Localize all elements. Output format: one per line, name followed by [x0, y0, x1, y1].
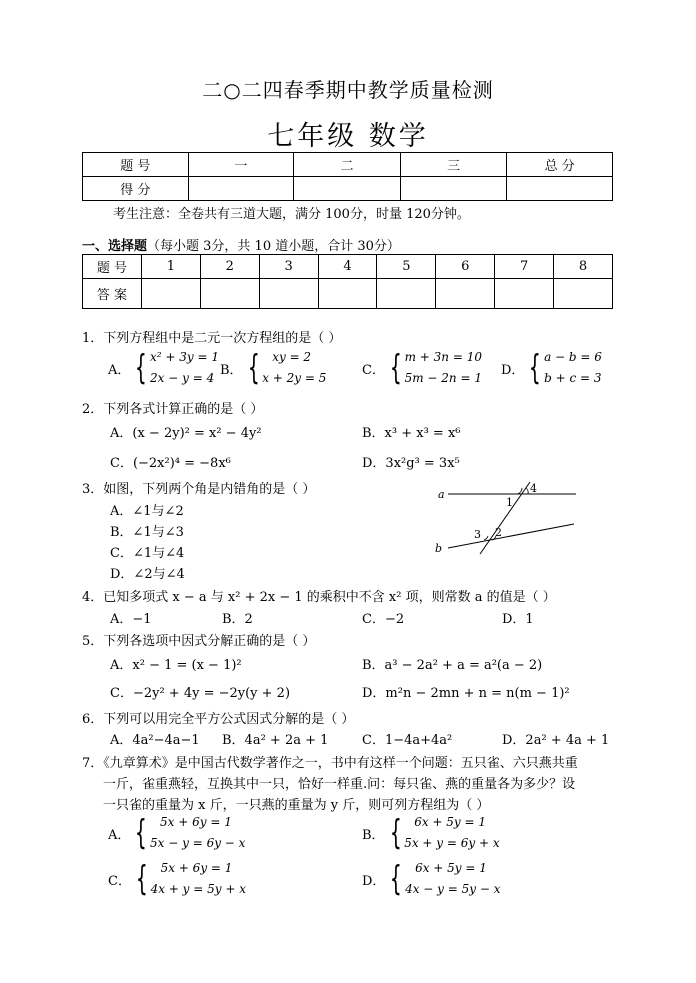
answer-cell[interactable] — [436, 279, 495, 309]
label-b: b — [435, 542, 443, 555]
brace-icon: { — [247, 348, 260, 388]
angle-figure — [430, 478, 590, 558]
score-cell[interactable] — [507, 177, 613, 201]
transversal-line — [480, 482, 530, 554]
answer-cell[interactable] — [141, 279, 200, 309]
q6-option-b: B．4a² + 2a + 1 — [222, 733, 329, 748]
q1-option-a — [108, 347, 219, 389]
exam-title: 二○二四春季期中教学质量检测 — [202, 78, 494, 102]
q7-b-label: B． — [362, 827, 385, 843]
q6-option-c: C．1−4a+4a² — [362, 733, 453, 748]
answer-col: 4 — [318, 255, 377, 279]
q1-d-label: D． — [501, 362, 525, 378]
question-1-stem: 1．下列方程组中是二元一次方程组的是（ ） — [82, 331, 342, 346]
answer-col: 6 — [436, 255, 495, 279]
q7-c-label: C． — [108, 873, 131, 889]
angle-3-label: 3 — [474, 528, 481, 541]
q7-option-c — [108, 858, 246, 900]
q5-option-a: A．x² − 1 = (x − 1)² — [110, 658, 242, 673]
answer-cell[interactable] — [377, 279, 436, 309]
q1-c-eq1: m + 3n = 10 — [404, 350, 482, 364]
section-note: （每小题 3分，共 10 道小题，合计 30分） — [147, 239, 400, 254]
section-title: 一、选择题 — [82, 239, 148, 254]
answer-col: 5 — [377, 255, 436, 279]
question-7-line3: 一只雀的重量为 x 斤，一只燕的重量为 y 斤，则可列方程组为（ ） — [103, 798, 490, 813]
q7-c-eq1: 5x + 6y = 1 — [160, 861, 233, 875]
score-col-3: 三 — [400, 153, 507, 177]
q7-a-label: A． — [108, 827, 131, 843]
q7-option-a — [108, 812, 245, 854]
angle-4-label: 4 — [530, 482, 537, 495]
q4-option-c: C．−2 — [362, 612, 405, 627]
answer-col: 7 — [495, 255, 554, 279]
question-7-line2: 一斤，雀重燕轻，互换其中一只，恰好一样重.问：每只雀、燕的重量各为多少？设 — [103, 777, 576, 792]
question-6-stem: 6．下列可以用完全平方公式因式分解的是（ ） — [82, 712, 355, 727]
q5-option-d: D．m²n − 2mn + n = n(m − 1)² — [362, 686, 570, 701]
q1-option-b — [220, 347, 326, 389]
q5-option-c: C．−2y² + 4y = −2y(y + 2) — [110, 686, 291, 701]
brace-icon: { — [389, 813, 402, 853]
angle-arc — [516, 488, 522, 494]
q2-option-d: D．3x²g³ = 3x⁵ — [362, 456, 460, 471]
q3-option-a: A．∠1与∠2 — [110, 504, 184, 519]
question-2-stem: 2．下列各式计算正确的是（ ） — [82, 402, 264, 417]
score-col-2: 二 — [294, 153, 401, 177]
answer-cell[interactable] — [259, 279, 318, 309]
q1-option-c — [362, 347, 482, 389]
q4-option-b: B．2 — [222, 612, 253, 627]
q2-option-c: C．(−2x²)⁴ = −8x⁶ — [110, 456, 231, 471]
q1-d-eq1: a − b = 6 — [544, 350, 602, 364]
page-title: 七年级 数学 — [267, 121, 429, 152]
question-7-line1: 7．《九章算术》是中国古代数学著作之一，书中有这样一个问题：五只雀、六只燕共重 — [82, 756, 578, 771]
brace-icon: { — [529, 348, 542, 388]
q3-option-b: B．∠1与∠3 — [110, 525, 184, 540]
q7-c-eq2: 4x + y = 5y + x — [150, 882, 247, 896]
answer-table — [82, 254, 613, 309]
q7-b-eq2: 5x + y = 6y + x — [404, 836, 500, 850]
answer-cell[interactable] — [495, 279, 554, 309]
answer-header-label: 题 号 — [83, 255, 142, 279]
q7-d-eq2: 4x − y = 5y − x — [405, 882, 501, 896]
q2-option-a: A．(x − 2y)² = x² − 4y² — [110, 426, 262, 441]
q6-option-d: D．2a² + 4a + 1 — [502, 733, 610, 748]
answer-col: 1 — [141, 255, 200, 279]
angle-arc — [526, 488, 528, 494]
q1-b-eq1: xy = 2 — [272, 350, 312, 364]
answer-col: 2 — [200, 255, 259, 279]
q3-option-d: D．∠2与∠4 — [110, 567, 185, 582]
q1-c-eq2: 5m − 2n = 1 — [404, 371, 482, 385]
angle-arc — [484, 536, 488, 540]
q1-a-eq1: x² + 3y = 1 — [150, 350, 220, 364]
q7-d-label: D． — [362, 873, 386, 889]
q4-option-a: A．−1 — [110, 612, 152, 627]
q1-option-d — [501, 347, 602, 389]
score-row-label: 得 分 — [83, 177, 189, 201]
answer-row-label: 答 案 — [83, 279, 142, 309]
score-col-1: 一 — [188, 153, 294, 177]
q7-option-b — [362, 812, 500, 854]
q3-option-c: C．∠1与∠4 — [110, 546, 185, 561]
score-cell[interactable] — [294, 177, 401, 201]
score-table — [82, 152, 613, 201]
score-cell[interactable] — [400, 177, 507, 201]
label-a: a — [438, 488, 445, 501]
brace-icon: { — [389, 348, 402, 388]
angle-2-label: 2 — [495, 526, 502, 539]
q7-b-eq1: 6x + 5y = 1 — [414, 815, 487, 829]
q1-a-eq2: 2x − y = 4 — [150, 371, 215, 385]
score-col-total: 总 分 — [507, 153, 613, 177]
q1-c-label: C． — [362, 362, 385, 378]
brace-icon: { — [135, 813, 148, 853]
answer-cell[interactable] — [554, 279, 613, 309]
score-cell[interactable] — [188, 177, 294, 201]
q1-a-label: A． — [108, 362, 131, 378]
q7-a-eq2: 5x − y = 6y − x — [150, 836, 246, 850]
q2-option-b: B．x³ + x³ = x⁶ — [362, 426, 461, 441]
line-b — [448, 524, 574, 548]
q1-b-label: B． — [220, 362, 243, 378]
question-4-stem: 4．已知多项式 x − a 与 x² + 2x − 1 的乘积中不含 x² 项，则常数 a 的值是（ ） — [82, 590, 556, 605]
brace-icon: { — [390, 859, 403, 899]
answer-col: 3 — [259, 255, 318, 279]
brace-icon: { — [135, 348, 148, 388]
q5-option-b: B．a³ − 2a² + a = a²(a − 2) — [362, 658, 543, 673]
angle-1-label: 1 — [506, 496, 513, 509]
answer-col: 8 — [554, 255, 613, 279]
q7-a-eq1: 5x + 6y = 1 — [160, 815, 232, 829]
q1-d-eq2: b + c = 3 — [544, 371, 602, 385]
answer-cell[interactable] — [200, 279, 259, 309]
q6-option-a: A．4a²−4a−1 — [110, 733, 200, 748]
question-5-stem: 5．下列各选项中因式分解正确的是（ ） — [82, 634, 316, 649]
question-3-stem: 3．如图，下列两个角是内错角的是（ ） — [82, 482, 316, 497]
q7-d-eq1: 6x + 5y = 1 — [415, 861, 487, 875]
exam-notice: 考生注意：全卷共有三道大题，满分 100分，时量 120分钟。 — [113, 207, 470, 222]
answer-cell[interactable] — [318, 279, 377, 309]
score-header-label: 题 号 — [83, 153, 189, 177]
section-heading — [82, 235, 400, 254]
q7-option-d — [362, 858, 501, 900]
q1-b-eq2: x + 2y = 5 — [262, 371, 327, 385]
brace-icon: { — [135, 859, 148, 899]
q4-option-d: D．1 — [502, 612, 534, 627]
